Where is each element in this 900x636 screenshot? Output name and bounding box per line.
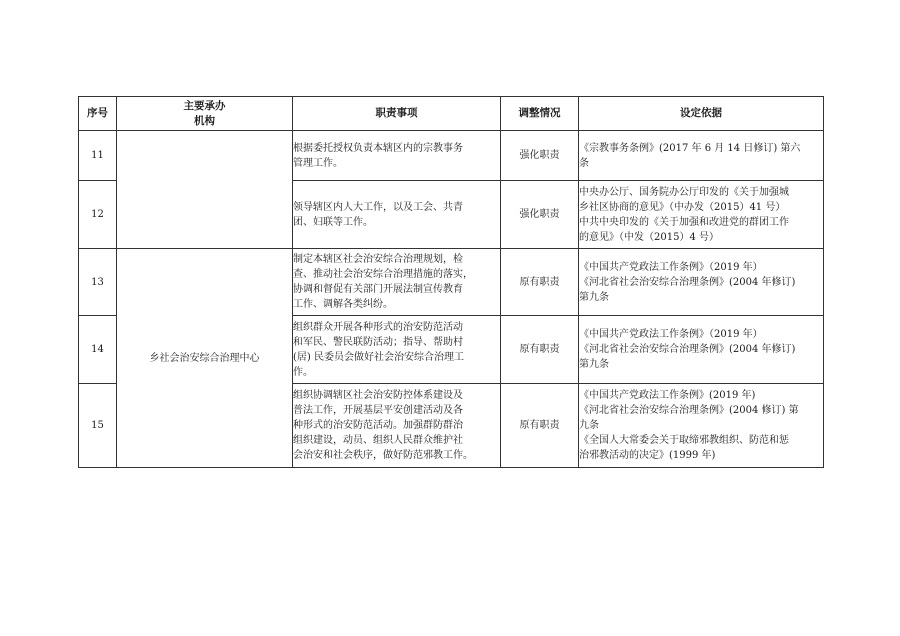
org-cell-empty [117,131,293,249]
basis-line: 条 [579,157,589,169]
duty-line: 组织协调辖区社会治安防控体系建设及 [293,390,463,401]
basis-line: 《全国人大常委会关于取缔邪教组织、防范和惩 [579,435,789,446]
row-number: 14 [79,316,117,384]
header-org-line2: 机构 [194,114,215,127]
duty-line: 协调和督促有关部门开展法制宣传教育 [293,284,463,295]
duty-cell [293,131,501,181]
header-no: 序号 [79,97,117,131]
basis-line: 第九条 [579,291,609,303]
adjust-cell: 原有职责 [501,249,579,316]
duty-cell [293,384,501,468]
table-header-row [79,97,824,131]
adjust-cell: 强化职责 [501,181,579,249]
duty-line: 查、推动社会治安综合治理措施的落实， [293,269,473,280]
table-row [79,249,824,316]
adjust-cell: 原有职责 [501,384,579,468]
duty-cell [293,181,501,249]
basis-line: 《中国共产党政法工作条例》（2019 年） [579,261,763,273]
basis-line: 中共中央印发的《关于加强和改进党的群团工作 [579,216,789,228]
duty-line: (居) 民委员会做好社会治安综合治理工 [293,351,464,363]
row-number: 13 [79,249,117,316]
basis-line: 第九条 [579,359,609,370]
header-org-line1: 主要承办 [183,99,226,112]
duty-line: 工作、调解各类纠纷。 [293,299,393,310]
basis-line: 中央办公厅、国务院办公厅印发的《关于加强城 [579,186,789,198]
duty-line: 普法工作，开展基层平安创建活动及各 [293,405,463,416]
duty-table [78,96,824,468]
duty-line: 会治安和社会秩序，做好防范邪教工作。 [293,450,473,461]
header-duty: 职责事项 [293,97,501,131]
duty-line: 管理工作。 [293,157,343,169]
row-number: 15 [79,384,117,468]
org-cell: 乡社会治安综合治理中心 [117,249,293,468]
basis-line: 乡社区协商的意见》（中办发（2015）41 号） [579,201,786,213]
basis-cell [579,131,824,181]
duty-line: 根据委托授权负责本辖区内的宗教事务 [293,142,463,154]
basis-cell [579,316,824,384]
header-adjust: 调整情况 [501,97,579,131]
duty-line: 领导辖区内人大工作，以及工会、共青 [293,201,463,213]
basis-line: 《宗教事务条例》(2017 年 6 月 14 日修订) 第六 [579,142,801,154]
basis-line: 九条 [579,420,599,431]
duty-line: 和军民、警民联防活动；指导、帮助村 [293,336,463,348]
basis-line: 《中国共产党政法工作条例》(2019 年) [579,390,756,401]
row-number: 11 [79,131,117,181]
duty-line: 组织建设，动员、组织人民群众维护社 [293,435,463,446]
duty-line: 种形式的治安防范活动。加强群防群治 [293,420,463,431]
header-org [117,97,293,131]
duty-line: 团、妇联等工作。 [293,216,373,228]
duty-line: 作。 [293,366,313,378]
duty-cell [293,249,501,316]
header-basis: 设定依据 [579,97,824,131]
duty-cell [293,316,501,384]
basis-line: 《河北省社会治安综合治理条例》(2004 年修订) [579,344,796,355]
duty-line: 制定本辖区社会治安综合治理规划，检 [293,254,463,265]
basis-line: 《河北省社会治安综合治理条例》(2004 修订) 第 [579,405,799,416]
basis-cell [579,181,824,249]
row-number: 12 [79,181,117,249]
basis-cell [579,384,824,468]
table-row [79,131,824,181]
adjust-cell: 原有职责 [501,316,579,384]
duty-line: 组织群众开展各种形式的治安防范活动 [293,321,463,333]
basis-line: 《河北省社会治安综合治理条例》(2004 年修订) [579,276,796,288]
basis-line: 治邪教活动的决定》(1999 年) [579,450,716,461]
basis-cell [579,249,824,316]
basis-line: 《中国共产党政法工作条例》（2019 年） [579,329,763,340]
basis-line: 的意见》（中发（2015）4 号） [579,231,719,243]
adjust-cell: 强化职责 [501,131,579,181]
